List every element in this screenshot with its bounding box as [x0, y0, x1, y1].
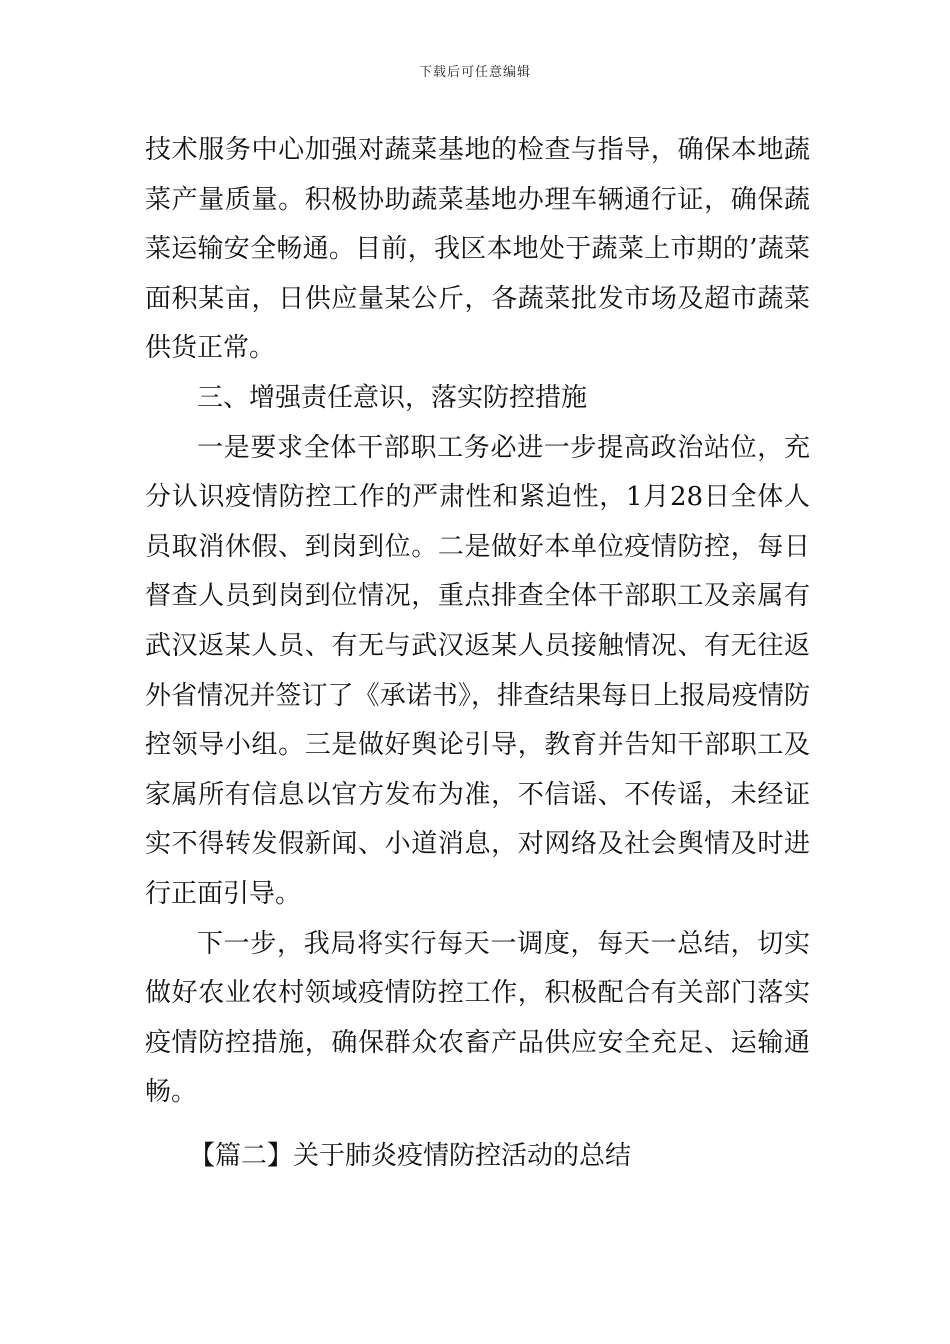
page-header-note: 下载后可任意编辑 [418, 65, 531, 80]
paragraph-next-step: 下一步，我局将实行每天一调度，每天一总结，切实做好农业农村领域疫情防控工作，积极配合有关部门落实疫情防控措施，确保群众农畜产品供应安全充足、运输通畅。 [145, 928, 810, 1108]
part-two-title: 【篇二】关于肺炎疫情防控活动的总结 [189, 1140, 632, 1171]
spacer [145, 1118, 810, 1132]
paragraph-continuation: 技术服务中心加强对蔬菜基地的检查与指导，确保本地蔬菜产量质量。积极协助蔬菜基地办理车辆通行证，确保蔬菜运输安全畅通。目前，我区本地处于蔬菜上市期的’蔬菜面积某亩，日供应量某公斤，各蔬菜批发市场及超市蔬菜供货正常。 [145, 135, 810, 364]
section-heading-3: 三、增强责任意识，落实防控措施 [197, 382, 588, 413]
document-body [145, 126, 810, 1181]
paragraph-section-3: 一是要求全体干部职工务必进一步提高政治站位，充分认识疫情防控工作的严肃性和紧迫性，1月28日全体人员取消休假、到岗到位。二是做好本单位疫情防控，每日督查人员到岗到位情况，重点排查全体干部职工及亲属有武汉返某人员、有无与武汉返某人员接触情况、有无往返外省情况并签订了《承诺书》，排查结果每日上报局疫情防控领导小组。三是做好舆论引导，教育并告知干部职工及家属所有信息以官方发布为准，不信谣、不传谣，未经证实不得转发假新闻、小道消息，对网络及社会舆情及时进行正面引导。 [145, 432, 810, 909]
